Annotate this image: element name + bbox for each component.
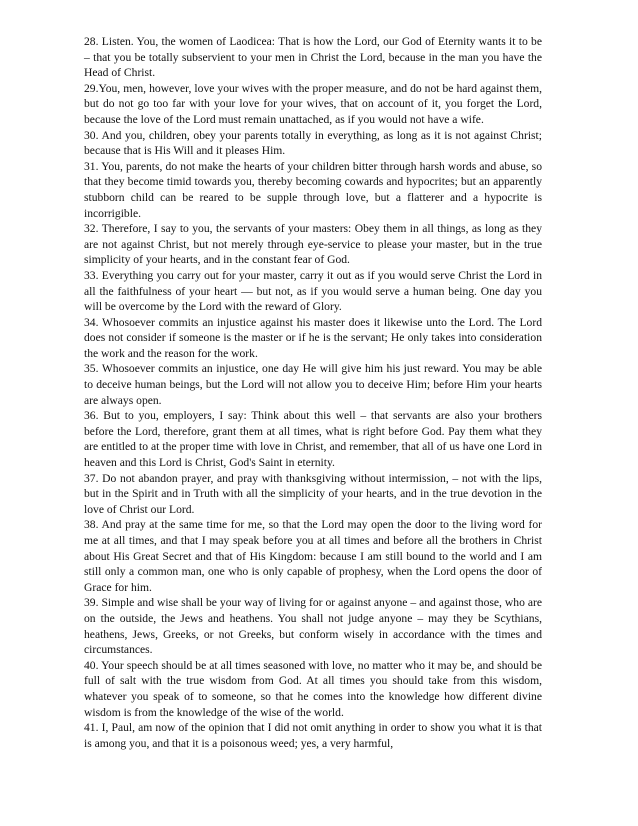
paragraph-37: 37. Do not abandon prayer, and pray with thanksgiving without intermission, – not with the lips, but in the Spirit and in Truth with all the simplicity of your hearts, and in the true devotion in the love of Christ our Lord. — [84, 471, 542, 516]
paragraph-35: 35. Whosoever commits an injustice, one day He will give him his just reward. You may be able to deceive human beings, but the Lord will not allow you to deceive Him; before Him your hearts are always open. — [84, 362, 542, 407]
paragraph-31: 31. You, parents, do not make the hearts of your children bitter through harsh words and abuse, so that they become timid towards you, thereby becoming cowards and hypocrites; but an apparently stubborn child can be reared to be supple through love, but a flatterer and a hypocrite is incorrigible. — [84, 159, 542, 220]
paragraph-33: 33. Everything you carry out for your master, carry it out as if you would serve Christ the Lord in all the faithfulness of your heart — but not, as if you would serve a human being. One day you will be overcome by the Lord with the reward of Glory. — [84, 268, 542, 314]
paragraph-30: 30. And you, children, obey your parents totally in everything, as long as it is not against Christ; because that is His Will and it pleases Him. — [84, 128, 542, 158]
paragraph-29: 29.You, men, however, love your wives with the proper measure, and do not be hard against them, but do not go too far with your love for your wives, that on account of it, you forget the Lord, because the love of the Lord must remain unattached, as if you would not have a wife. — [84, 81, 542, 126]
paragraph-39: 39. Simple and wise shall be your way of living for or against anyone – and against those, who are on the outside, the Jews and heathens. You shall not judge anyone – may they be Scythians, heathens, Jews, Greeks, or not Greeks, but conform wisely in accordance with the times and circumstances. — [84, 596, 542, 657]
paragraph-32: 32. Therefore, I say to you, the servants of your masters: Obey them in all things, as long as they are not against Christ, but not merely through eye-service to please your master, but in the true simplicity of your hearts, and in the constant fear of God. — [84, 222, 542, 267]
paragraph-34: 34. Whosoever commits an injustice against his master does it likewise unto the Lord. The Lord does not consider if someone is the master or if he is the servant; He only takes into consideration the work and the reason for the work. — [84, 315, 542, 360]
paragraph-38: 38. And pray at the same time for me, so that the Lord may open the door to the living word for me at all times, and that I may speak before you at all times and before all the brothers in Christ about His Great Secret and that of His Kingdom: because I am still bound to the world and I am still only a common man, one who is only capable of prophesy, when the Lord opens the door of Grace for him. — [84, 518, 542, 594]
document-page — [84, 34, 542, 751]
paragraph-40: 40. Your speech should be at all times seasoned with love, no matter who it may be, and should be full of salt with the true wisdom from God. At all times you should take from this wisdom, whatever you speak of to someone, so that he comes into the knowledge how different divine wisdom is from the knowledge of the wise of the world. — [84, 658, 542, 719]
paragraph-41: 41. I, Paul, am now of the opinion that I did not omit anything in order to show you what it is that is among you, and that it is a poisonous weed; yes, a very harmful, — [84, 721, 542, 750]
paragraph-28: 28. Listen. You, the women of Laodicea: That is how the Lord, our God of Eternity wants it to be – that you be totally subservient to your men in Christ the Lord, because in the man you have the Head of Christ. — [84, 35, 542, 80]
paragraph-36: 36. But to you, employers, I say: Think about this well – that servants are also your brothers before the Lord, therefore, grant them at all times, what is right before God. Pay them what they are entitled to at the proper time with love in Christ, and remember, that all of us have one Lord in heaven and this Lord is Christ, God's Saint in eternity. — [84, 409, 542, 470]
